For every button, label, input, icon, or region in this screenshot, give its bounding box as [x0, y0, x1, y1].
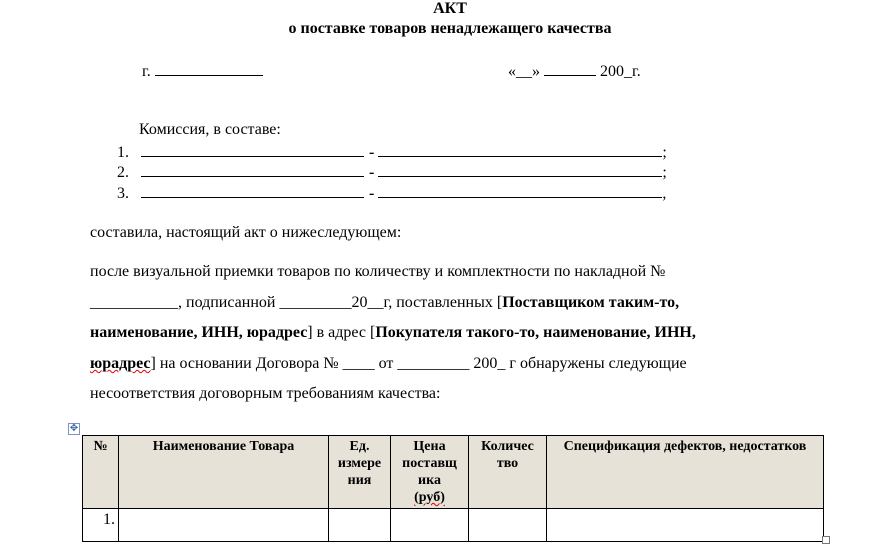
header-price: Цена поставщ ика (руб) — [391, 436, 469, 509]
table-header-row — [83, 436, 824, 509]
paragraph-line-4: юрадрес] на основании Договора № ____ от _________ 200_ г обнаружены следующие — [90, 355, 687, 372]
paragraph-line-2: ___________, подписанной _________20__г, поставленных [Поставщиком таким-то, — [90, 294, 680, 311]
paragraph-line-1: после визуальной приемки товаров по количеству и комплектности по накладной № — [90, 263, 666, 280]
cell-number[interactable]: 1. — [83, 509, 119, 542]
header-product-name: Наименование Товара — [119, 436, 329, 509]
commission-member-1[interactable]: 1. - ; — [117, 144, 667, 161]
date-field[interactable] — [508, 61, 641, 81]
date-year: 200_г. — [600, 63, 641, 80]
cell-product-name[interactable] — [119, 509, 329, 542]
header-defects: Спецификация дефектов, недостатков — [547, 436, 824, 509]
commission-label: Комиссия, в составе: — [139, 121, 281, 138]
table-move-handle-icon[interactable]: ✥ — [69, 423, 79, 434]
compiled-text: составила, настоящий акт о нижеследующем: — [90, 224, 402, 241]
paragraph-line-5: несоответствия договорным требованиям качества: — [90, 385, 441, 402]
city-label: г. — [142, 63, 151, 80]
cell-defects[interactable] — [547, 509, 824, 542]
header-quantity: Количес тво — [469, 436, 547, 509]
cell-unit[interactable] — [329, 509, 391, 542]
paragraph-line-3: наименование, ИНН, юрадрес] в адрес [Покупателя такого-то, наименование, ИНН, — [90, 324, 696, 341]
city-field[interactable] — [142, 61, 263, 81]
document-subtitle: о поставке товаров ненадлежащего качества — [288, 20, 612, 37]
table-resize-handle-icon[interactable] — [822, 536, 830, 544]
cell-price[interactable] — [391, 509, 469, 542]
commission-member-2[interactable]: 2. - ; — [117, 164, 667, 181]
header-unit: Ед. измере ния — [329, 436, 391, 509]
header-number: № — [83, 436, 119, 509]
defects-table — [82, 435, 824, 542]
table-row — [83, 509, 824, 542]
cell-quantity[interactable] — [469, 509, 547, 542]
document-title: АКТ — [433, 0, 467, 17]
commission-member-3[interactable]: 3. - , — [117, 185, 667, 202]
date-day: «__» — [508, 63, 540, 80]
